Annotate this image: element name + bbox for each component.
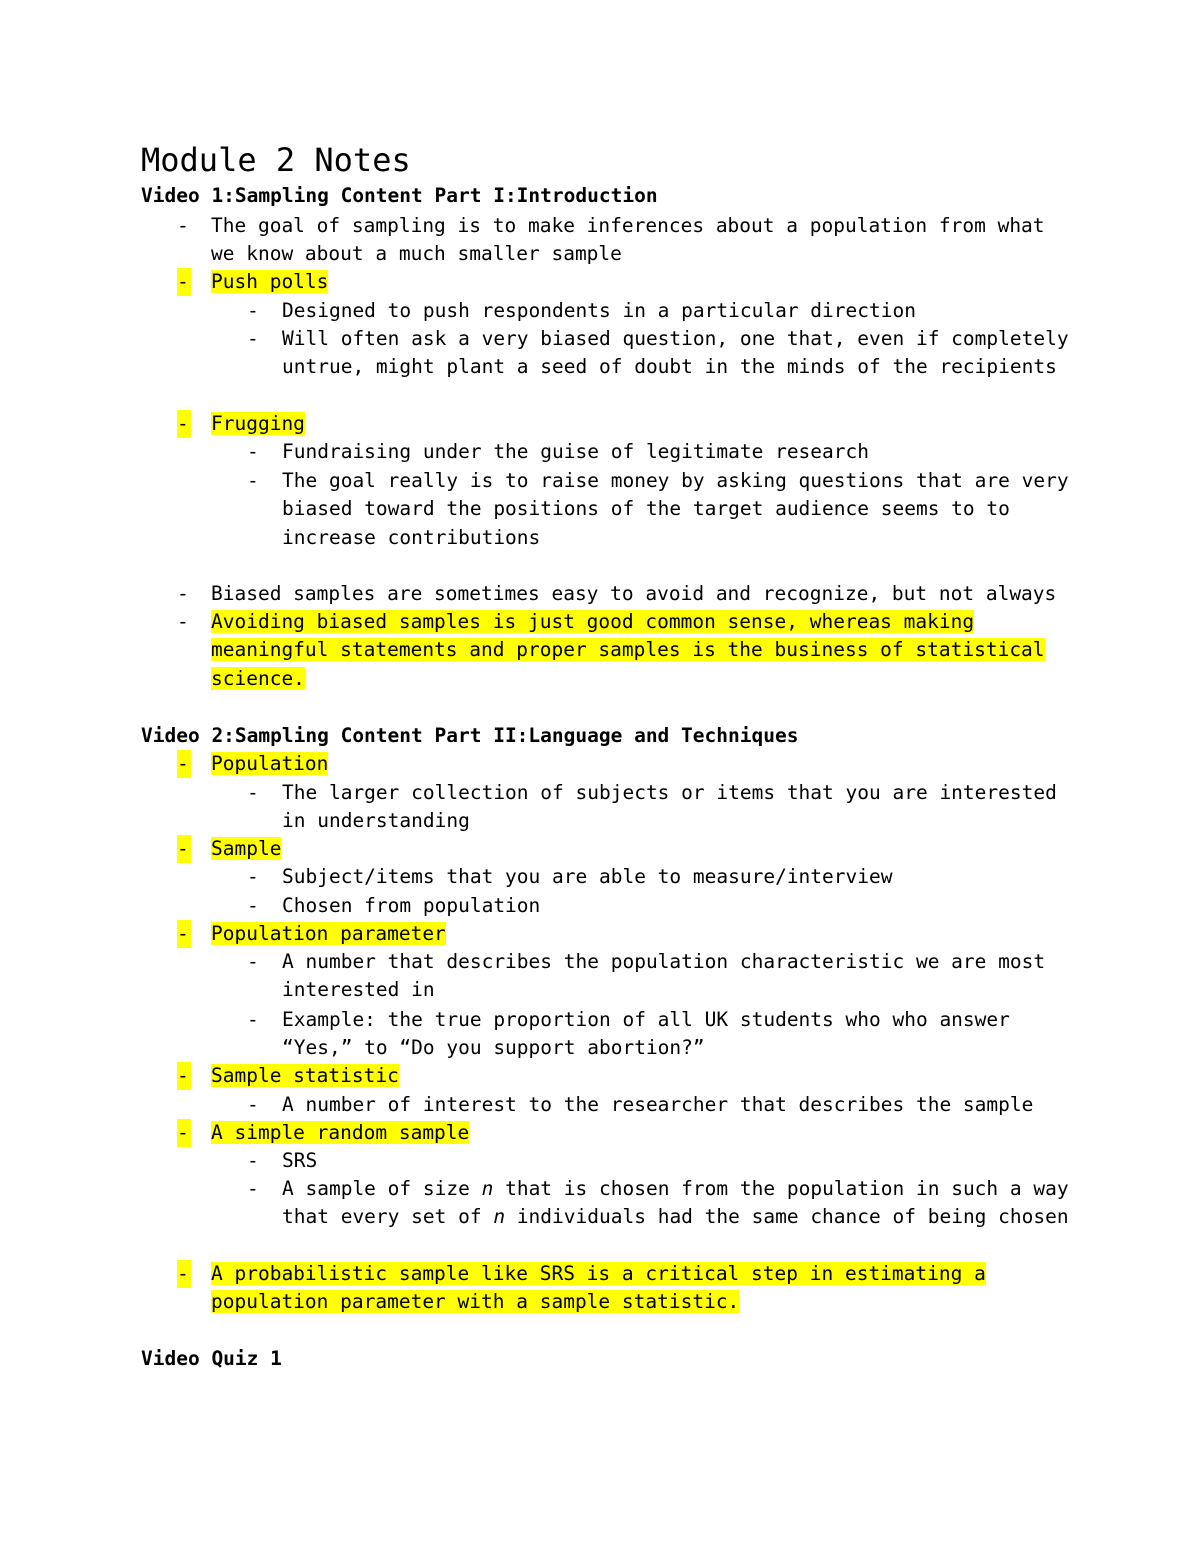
- bullet-biased-samples: - Biased samples are sometimes easy to avoid and recognize, but not always: [177, 582, 1057, 605]
- highlighted-statement: Avoiding biased samples is just good common sense, whereas making meaningful statements and proper samples is the business of statistical science.: [211, 610, 1045, 690]
- bullet-sampling-goal: - The goal of sampling is to make inferences about a population from what we know about a much smaller sample: [177, 212, 1077, 269]
- bullet-frugging: - Frugging: [177, 410, 1077, 438]
- bullet-simple-random-sample: - A simple random sample: [177, 1119, 1077, 1147]
- section-heading-video-quiz: Video Quiz 1: [141, 1347, 282, 1370]
- highlighted-statement: A probabilistic sample like SRS is a critical step in estimating a population parameter with a sample statistic.: [211, 1262, 986, 1314]
- sub-bullet-push-polls-2: - Will often ask a very biased question, one that, even if completely untrue, might plant a seed of doubt in the minds of the recipients: [247, 327, 1069, 379]
- section-heading-video-1: Video 1:Sampling Content Part I:Introduction: [141, 184, 658, 207]
- sub-bullet-frugging-1: - Fundraising under the guise of legitimate research: [247, 440, 869, 463]
- sub-bullet-parameter-1: - A number that describes the population characteristic we are most interested in: [247, 950, 1046, 1002]
- sub-bullet-sample-2: - Chosen from population: [247, 894, 541, 917]
- term-push-polls: Push polls: [211, 270, 329, 293]
- bullet-avoiding-biased: - Avoiding biased samples is just good common sense, whereas making meaningful statements and proper samples is the business of statistical science.: [177, 610, 1045, 690]
- term-sample: Sample: [211, 837, 282, 860]
- term-sample-statistic: Sample statistic: [211, 1064, 399, 1087]
- term-frugging: Frugging: [211, 412, 305, 435]
- sub-bullet-srs-definition: - A sample of size n that is chosen from the population in such a way that every set of n individuals had the same chance of being chosen: [247, 1177, 1069, 1229]
- sub-bullet-frugging-2: - The goal really is to raise money by asking questions that are very biased toward the positions of the target audience seems to to increase contributions: [247, 469, 1069, 549]
- page-title: Module 2 Notes: [141, 141, 411, 179]
- bullet-sample: - Sample: [177, 835, 1077, 863]
- bullet-text: The goal of sampling is to make inferences about a population from what we know about a much smaller sample: [211, 214, 1045, 266]
- sub-bullet-statistic-1: - A number of interest to the researcher that describes the sample: [247, 1093, 1034, 1116]
- sub-bullet-srs-abbrev: - SRS: [247, 1149, 318, 1172]
- bullet-population: - Population: [177, 750, 1077, 778]
- bullet-probabilistic-sample: - A probabilistic sample like SRS is a critical step in estimating a population parameter with a sample statistic.: [177, 1262, 986, 1314]
- sub-bullet-push-polls-1: - Designed to push respondents in a particular direction: [247, 299, 916, 322]
- bullet-sample-statistic: - Sample statistic: [177, 1062, 1077, 1090]
- sub-bullet-population-1: - The larger collection of subjects or items that you are interested in understanding: [247, 781, 1057, 833]
- term-population-parameter: Population parameter: [211, 922, 446, 945]
- term-simple-random-sample: A simple random sample: [211, 1121, 470, 1144]
- term-population: Population: [211, 752, 329, 775]
- section-heading-video-2: Video 2:Sampling Content Part II:Language and Techniques: [141, 724, 799, 747]
- bullet-push-polls: - Push polls: [177, 268, 1077, 296]
- sub-bullet-parameter-2: - Example: the true proportion of all UK students who who answer “Yes,” to “Do you support abortion?”: [247, 1008, 1010, 1060]
- bullet-population-parameter: - Population parameter: [177, 920, 1077, 948]
- sub-bullet-sample-1: - Subject/items that you are able to measure/interview: [247, 865, 893, 888]
